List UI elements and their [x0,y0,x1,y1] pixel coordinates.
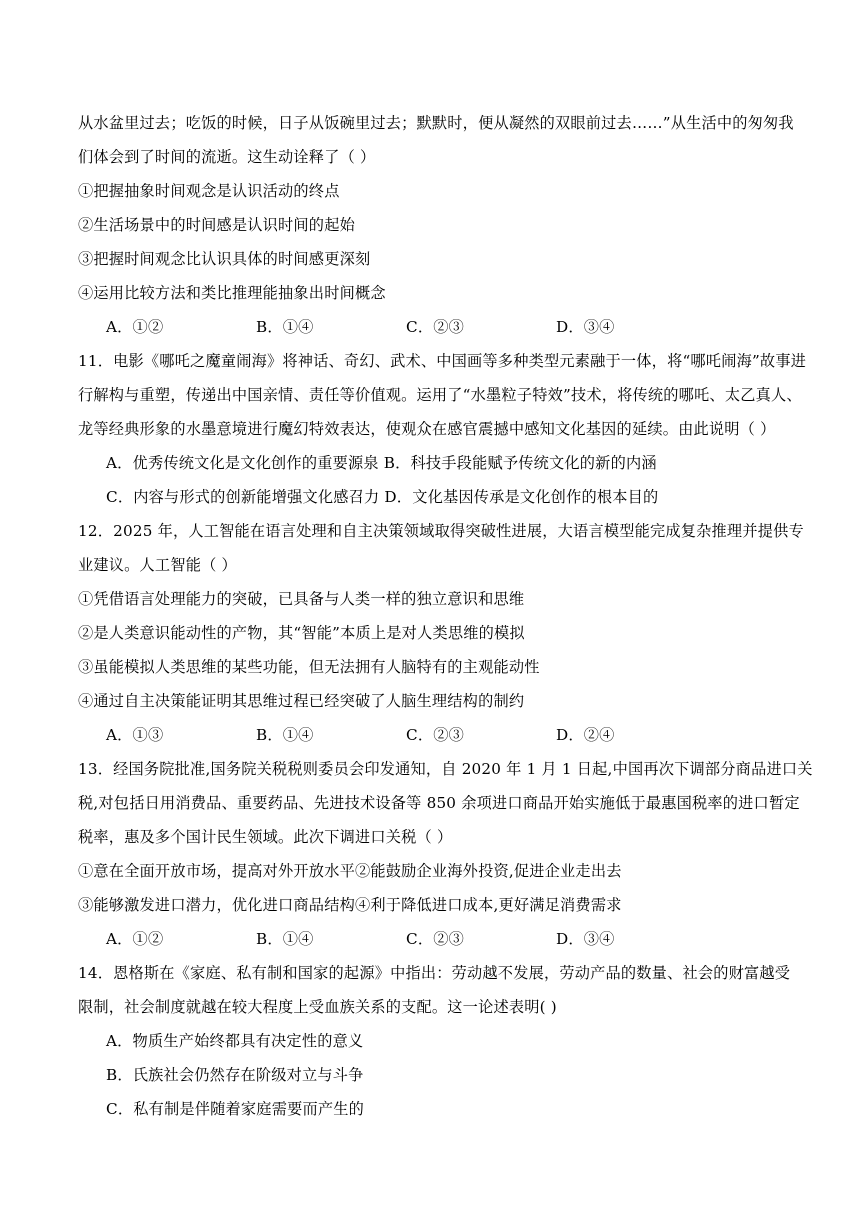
q11-text-line-3: 龙等经典形象的水墨意境进行魔幻特效表达，使观众在感官震撼中感知文化基因的延续。由此说明（ ） [78,420,776,438]
q10-option-d[interactable]: D．③④ [556,318,615,336]
q13-option-c[interactable]: C．②③ [406,930,464,948]
q14-option-a[interactable]: A．物质生产始终都具有决定性的意义 [106,1032,364,1050]
q13-text-line-1: 13．经国务院批准,国务院关税税则委员会印发通知，自 2020 年 1 月 1 日起,中国再次下调部分商品进口关 [78,760,813,778]
q12-item-4: ④通过自主决策能证明其思维过程已经突破了人脑生理结构的制约 [78,692,525,710]
q13-option-d[interactable]: D．③④ [556,930,615,948]
q12-item-3: ③虽能模拟人类思维的某些功能，但无法拥有人脑特有的主观能动性 [78,658,540,676]
q10-text-line-1: 从水盆里过去；吃饭的时候，日子从饭碗里过去；默默时，便从凝然的双眼前过去……”从生活中的匆匆我 [78,114,794,132]
q13-text-line-3: 税率，惠及多个国计民生领域。此次下调进口关税（ ） [78,828,453,846]
q13-options [78,922,786,956]
q13-items-line-1: ①意在全面开放市场，提高对外开放水平②能鼓励企业海外投资,促进企业走出去 [78,862,622,880]
q10-text-line-2: 们体会到了时间的流逝。这生动诠释了（ ） [78,148,376,166]
q11-options-ab[interactable]: A．优秀传统文化是文化创作的重要源泉 B．科技手段能赋予传统文化的新的内涵 [106,454,657,472]
q12-option-a[interactable]: A．①③ [106,726,164,744]
q11-options-cd[interactable]: C．内容与形式的创新能增强文化感召力 D．文化基因传承是文化创作的根本目的 [106,488,659,506]
q13-items-line-2: ③能够激发进口潜力，优化进口商品结构④利于降低进口成本,更好满足消费需求 [78,896,622,914]
exam-page [78,106,813,1126]
q14-option-b[interactable]: B．氏族社会仍然存在阶级对立与斗争 [106,1066,364,1084]
q12-options [78,718,786,752]
q12-option-d[interactable]: D．②④ [556,726,615,744]
q10-item-2: ②生活场景中的时间感是认识时间的起始 [78,216,355,234]
q12-item-2: ②是人类意识能动性的产物，其“智能”本质上是对人类思维的模拟 [78,624,525,642]
q13-option-b[interactable]: B．①④ [256,930,314,948]
q12-text-line-2: 业建议。人工智能（ ） [78,556,237,574]
q11-text-line-1: 11．电影《哪吒之魔童闹海》将神话、奇幻、武术、中国画等多种类型元素融于一体，将“哪吒闹海”故事进 [78,352,807,370]
q14-text-line-1: 14．恩格斯在《家庭、私有制和国家的起源》中指出：劳动越不发展，劳动产品的数量、社会的财富越受 [78,964,791,982]
q12-item-1: ①凭借语言处理能力的突破，已具备与人类一样的独立意识和思维 [78,590,525,608]
q10-item-4: ④运用比较方法和类比推理能抽象出时间概念 [78,284,386,302]
q14-option-c[interactable]: C．私有制是伴随着家庭需要而产生的 [106,1100,365,1118]
q12-text-line-1: 12．2025 年，人工智能在语言处理和自主决策领域取得突破性进展，大语言模型能完成复杂推理并提供专 [78,522,804,540]
q13-text-line-2: 税,对包括日用消费品、重要药品、先进技术设备等 850 余项进口商品开始实施低于最惠国税率的进口暂定 [78,794,800,812]
q10-item-1: ①把握抽象时间观念是认识活动的终点 [78,182,340,200]
q12-option-b[interactable]: B．①④ [256,726,314,744]
q13-option-a[interactable]: A．①② [106,930,164,948]
q14-text-line-2: 限制，社会制度就越在较大程度上受血族关系的支配。这一论述表明( ) [78,998,557,1016]
q11-text-line-2: 行解构与重塑，传递出中国亲情、责任等价值观。运用了“水墨粒子特效”技术，将传统的哪吒、太乙真人、 [78,386,802,404]
q10-option-b[interactable]: B．①④ [256,318,314,336]
q10-option-a[interactable]: A．①② [106,318,164,336]
q10-item-3: ③把握时间观念比认识具体的时间感更深刻 [78,250,371,268]
q10-options [78,310,786,344]
q10-option-c[interactable]: C．②③ [406,318,464,336]
q12-option-c[interactable]: C．②③ [406,726,464,744]
